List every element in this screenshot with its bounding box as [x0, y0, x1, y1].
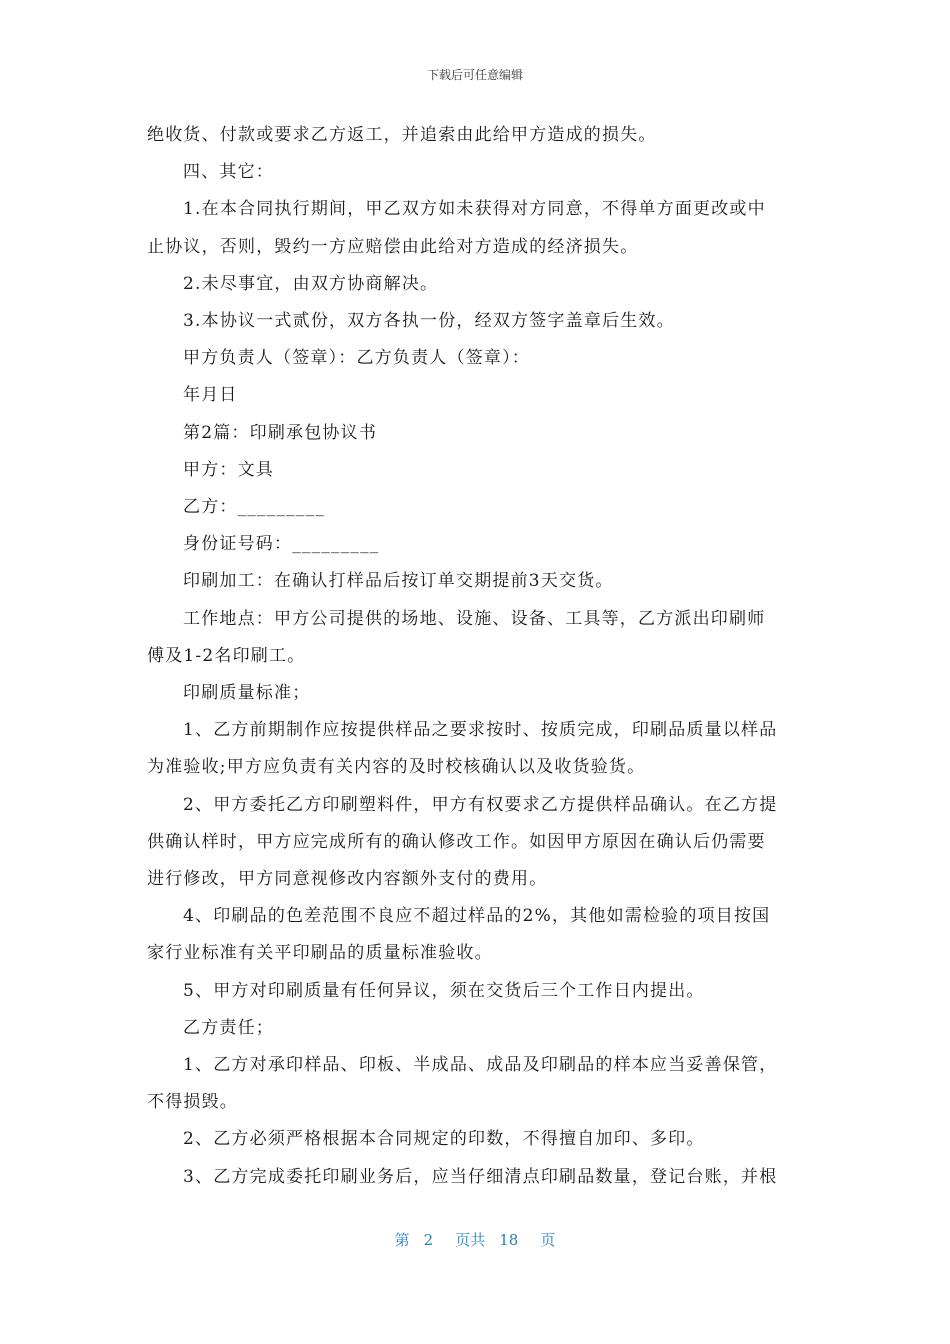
text-line: 不得损毁。 — [147, 1092, 238, 1113]
text-line: 3、乙方完成委托印刷业务后，应当仔细清点印刷品数量，登记台账，并根 — [183, 1166, 778, 1187]
text-line: 止协议，否则，毁约一方应赔偿由此给对方造成的经济损失。 — [147, 236, 639, 257]
text-line: 1、乙方前期制作应按提供样品之要求按时、按质完成，印刷品质量以样品 — [183, 720, 778, 741]
text-line: 2、甲方委托乙方印刷塑料件，甲方有权要求乙方提供样品确认。在乙方提 — [183, 794, 778, 815]
text-line: 2.未尽事宜，由双方协商解决。 — [183, 273, 439, 294]
page-header-note: 下载后可任意编辑 — [426, 68, 523, 82]
signature-line: 甲方负责人（签章）：乙方负责人（签章）： — [183, 348, 530, 369]
text-line: 进行修改，甲方同意视修改内容额外支付的费用。 — [147, 869, 548, 890]
party-a-line: 甲方：文具 — [183, 459, 274, 480]
text-line: 家行业标准有关平印刷品的质量标准验收。 — [147, 943, 493, 964]
page-total: 18 — [499, 1231, 519, 1249]
page-prefix: 第 — [394, 1231, 410, 1249]
article-title: 第2篇：印刷承包协议书 — [183, 422, 378, 443]
party-b-line: 乙方：_________ — [183, 497, 325, 518]
document-body — [147, 117, 807, 1196]
text-line: 供确认样时，甲方应完成所有的确认修改工作。如因甲方原因在确认后仍需要 — [147, 831, 766, 852]
text-line: 2、乙方必须严格根据本合同规定的印数，不得擅自加印、多印。 — [183, 1129, 705, 1150]
text-line: 傅及1-2名印刷工。 — [147, 645, 306, 666]
text-line: 印刷加工：在确认打样品后按订单交期提前3天交货。 — [183, 571, 614, 592]
id-number-line: 身份证号码：_________ — [183, 534, 380, 555]
section-heading: 四、其它： — [183, 162, 274, 183]
text-line: 绝收货、付款或要求乙方返工，并追索由此给甲方造成的损失。 — [147, 125, 657, 145]
page-mid: 页共 — [455, 1231, 486, 1249]
text-line: 工作地点：甲方公司提供的场地、设施、设备、工具等，乙方派出印刷师 — [183, 608, 766, 629]
date-line: 年月日 — [183, 385, 238, 406]
text-line: 为准验收;甲方应负责有关内容的及时校核确认以及收货验货。 — [147, 757, 646, 778]
text-line: 5、甲方对印刷质量有任何异议，须在交货后三个工作日内提出。 — [183, 980, 705, 1001]
text-line: 4、印刷品的色差范围不良应不超过样品的2%，其他如需检验的项目按国 — [183, 906, 771, 927]
section-heading: 乙方责任； — [183, 1017, 274, 1038]
page-number: 2 — [423, 1231, 434, 1249]
text-line: 3.本协议一式贰份，双方各执一份，经双方签字盖章后生效。 — [183, 311, 675, 332]
text-line: 1、乙方对承印样品、印板、半成品、成品及印刷品的样本应当妥善保管， — [183, 1055, 778, 1076]
page-suffix: 页 — [540, 1231, 556, 1249]
page-footer — [0, 1229, 950, 1250]
section-heading: 印刷质量标准； — [183, 683, 311, 704]
text-line: 1.在本合同执行期间，甲乙双方如未获得对方同意，不得单方面更改或中 — [183, 199, 766, 220]
